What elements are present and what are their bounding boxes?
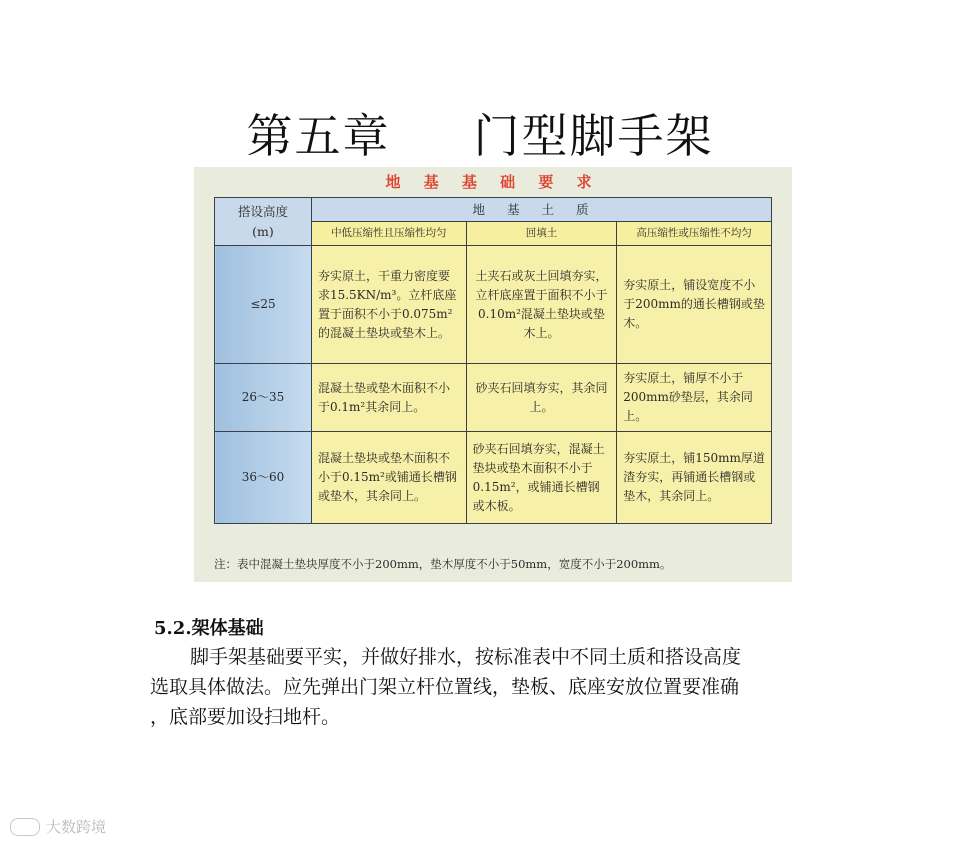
height-cell: 36～60 xyxy=(215,432,312,524)
table-cell: 土夹石或灰土回填夯实，立杆底座置于面积不小于0.10m²混凝土垫块或垫木上。 xyxy=(466,246,617,364)
height-cell: 26～35 xyxy=(215,364,312,432)
watermark-logo-icon xyxy=(10,818,40,836)
table-cell: 夯实原土，铺150mm厚道渣夯实，再铺通长槽钢或垫木，其余同上。 xyxy=(617,432,772,524)
table-row xyxy=(215,364,772,432)
paragraph-line: ，底部要加设扫地杆。 xyxy=(150,706,341,728)
table-row xyxy=(215,432,772,524)
paragraph-line: 脚手架基础要平实，并做好排水，按标准表中不同土质和搭设高度 xyxy=(190,646,742,668)
table-cell: 混凝土垫块或垫木面积不小于0.15m²或铺通长槽钢或垫木，其余同上。 xyxy=(311,432,466,524)
soil-column-header: 中低压缩性且压缩性均匀 xyxy=(311,222,466,246)
section-paragraph xyxy=(150,642,895,732)
foundation-requirements-figure xyxy=(194,167,792,582)
table-header-row xyxy=(215,198,772,222)
section-heading: 5.2.架体基础 xyxy=(154,618,264,639)
table-cell: 夯实原土，干重力密度要求15.5KN/m³。立杆底座置于面积不小于0.075m²的混凝土垫块或垫木上。 xyxy=(311,246,466,364)
table-row xyxy=(215,246,772,364)
paragraph-line: 选取具体做法。应先弹出门架立杆位置线，垫板、底座安放位置要准确 xyxy=(150,676,740,698)
table-cell: 砂夹石回填夯实，混凝土垫块或垫木面积不小于0.15m²，或铺通长槽钢或木板。 xyxy=(466,432,617,524)
watermark xyxy=(10,816,106,837)
table-cell: 砂夹石回填夯实，其余同上。 xyxy=(466,364,617,432)
soil-column-header: 高压缩性或压缩性不均匀 xyxy=(617,222,772,246)
page-title: 第五章 门型脚手架 xyxy=(246,109,714,163)
height-header xyxy=(215,198,312,246)
height-cell: ≤25 xyxy=(215,246,312,364)
foundation-requirements-table xyxy=(214,197,772,524)
table-cell: 混凝土垫或垫木面积不小于0.1m²其余同上。 xyxy=(311,364,466,432)
watermark-text: 大数跨境 xyxy=(46,818,107,836)
table-cell: 夯实原土，铺厚不小于200mm砂垫层，其余同上。 xyxy=(617,364,772,432)
table-note: 注：表中混凝土垫块厚度不小于200mm，垫木厚度不小于50mm，宽度不小于200mm。 xyxy=(214,557,672,571)
figure-title: 地 基 基 础 要 求 xyxy=(385,173,601,191)
soil-column-header: 回填土 xyxy=(466,222,617,246)
soil-header: 地基土质 xyxy=(311,198,771,222)
height-header-text: 搭设高度 (m) xyxy=(237,203,288,239)
table-cell: 夯实原土，铺设宽度不小于200mm的通长槽钢或垫木。 xyxy=(617,246,772,364)
